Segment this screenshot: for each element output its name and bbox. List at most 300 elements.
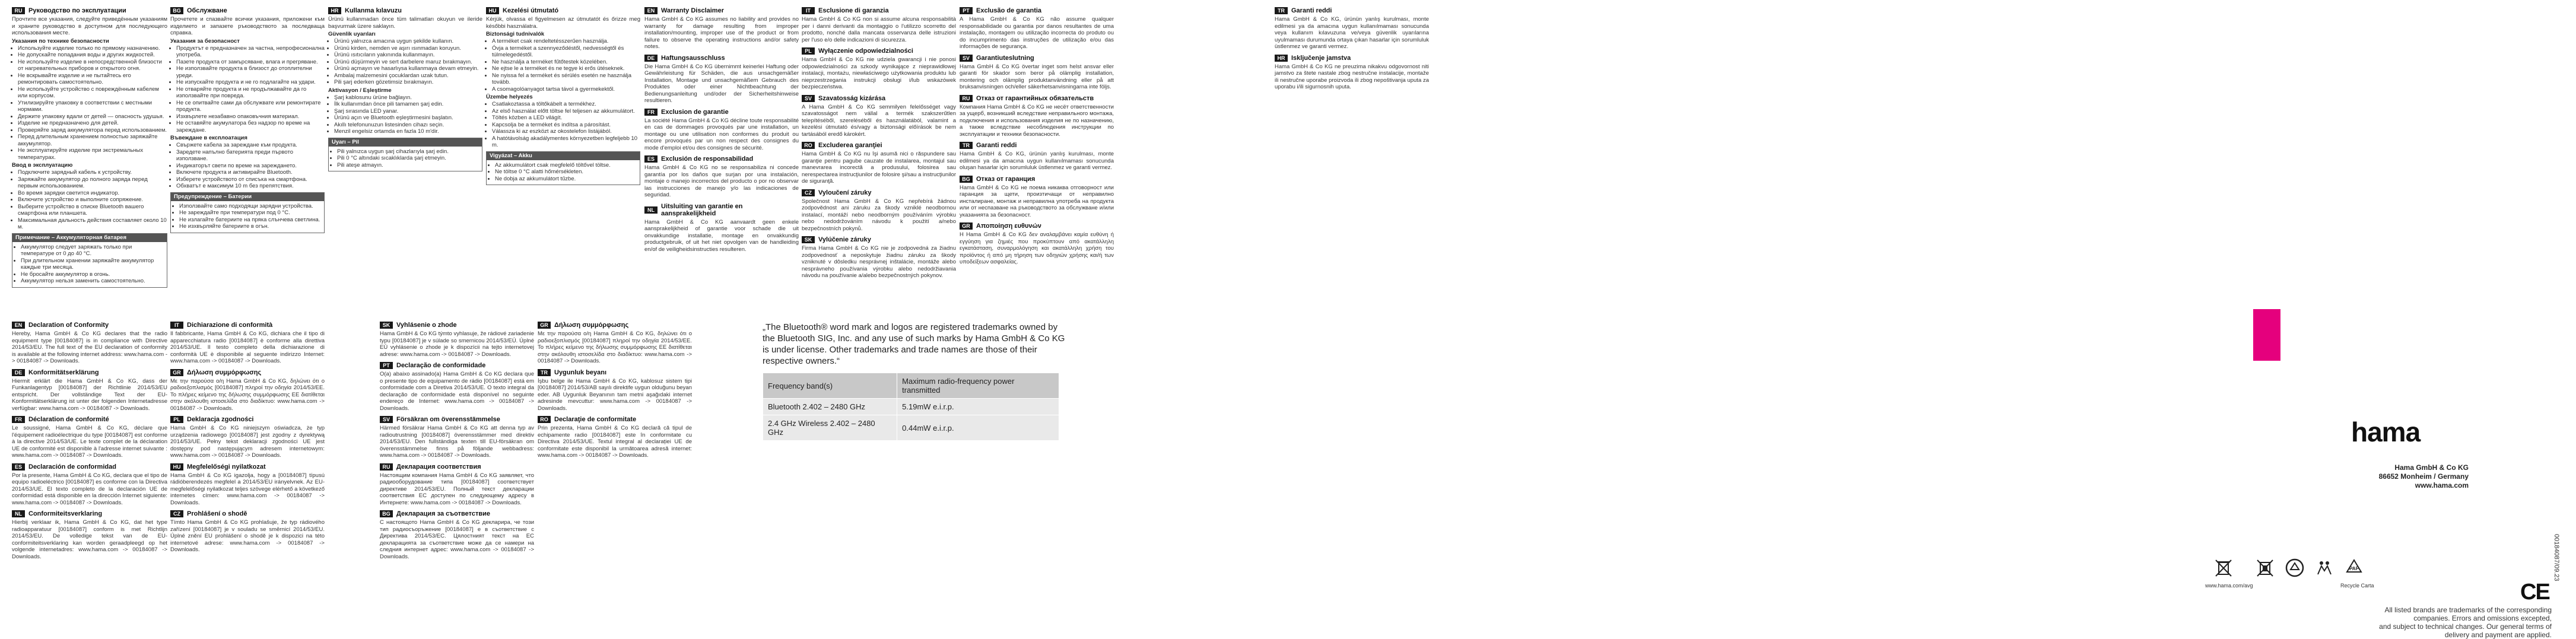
section-title: Wyłączenie odpowiedzialności — [818, 47, 913, 55]
section-title: Uygunluk beyanı — [554, 368, 607, 376]
bullet-list — [170, 142, 325, 190]
language-badge: BG — [170, 7, 183, 14]
list-item: • Ambalaj malzemesini çocuklardan uzak tutun. — [334, 72, 482, 80]
triman-icon — [2314, 558, 2334, 578]
section-header — [802, 47, 956, 55]
list-item: • Pili yalnızca uygun şarj cihazlarıyla şarj edin. — [337, 148, 479, 155]
language-section — [802, 142, 956, 185]
section-header — [12, 510, 167, 517]
list-item: • Не допускайте попадания воды и других жидкостей. — [18, 52, 167, 59]
section-header — [1275, 7, 1429, 14]
language-section — [170, 416, 325, 459]
list-item: • Не зареждайте при температури под 0 °C. — [179, 209, 322, 217]
section-title: Isključenje jamstva — [1291, 54, 1351, 62]
section-paragraph: Tímto Hama GmbH & Co KG prohlašuje, že typ rádiového zařízení [00184087] je v souladu se směrnicí 2014/53/EU. Úplné znění EU prohlášení o shodě je k dispozici na této internetové adrese: www.hama.com -> 00184087 -> Downloads. — [170, 519, 325, 553]
battery-bin-icon — [2255, 558, 2275, 578]
language-badge: GR — [960, 222, 973, 230]
section-paragraph: Hama GmbH & Co KG non si assume alcuna responsabilità per i danni derivanti da montaggio o l'utilizzo scorretto del prodotto, nonché dalla mancata osservanza delle istruzioni per l'uso e/o delle indicazioni di sicurezza. — [802, 16, 956, 43]
section-title: Haftungsausschluss — [661, 54, 725, 62]
ce-mark: CE — [2520, 580, 2549, 605]
language-badge: PL — [170, 416, 183, 423]
section-title: Δήλωση συμμόρφωσης — [554, 322, 629, 329]
list-item: • Заредете напълно батерията преди първото използване. — [176, 149, 325, 163]
bullet-list — [486, 38, 640, 93]
section-title: Szavatosság kizárása — [818, 94, 886, 102]
list-item: • Не оставяйте акумулатора без надзор по време на зареждане. — [176, 120, 325, 133]
footer-notice — [2374, 606, 2552, 639]
section-paragraph: A Hama GmbH & Co KG semmilyen felelősséget vagy szavatosságot nem vállal a termék szakszerűtlen telepítéséből, szereléséből és használatából, valamint a kezelési útmutató és/vagy a biztonsági előírások be nem tartásából eredő károkért. — [802, 103, 956, 138]
section-paragraph: Společnost Hama GmbH & Co KG nepřebírá žádnou zodpovědnost ani záruku za škody vzniklé neodbornou instalací, montáží nebo neodborným používáním výrobku nebo nedodržováním návodu k použití a/nebo bezpečnostních pokynů. — [802, 198, 956, 232]
bullet-list — [170, 45, 325, 134]
symbol-caption: Recycle Carta — [2340, 583, 2374, 589]
list-item: • Ürünü yalnızca amacına uygun şekilde kullanın. — [334, 38, 482, 45]
section-header — [170, 7, 325, 14]
language-section — [12, 369, 167, 412]
language-section — [380, 362, 534, 412]
language-section — [12, 510, 167, 560]
section-header — [960, 7, 1114, 14]
section-title: Megfelelőségi nyilatkozat — [187, 463, 266, 470]
table-row — [763, 399, 1059, 415]
section-title: Обслужване — [187, 7, 227, 14]
section-title: Αποποίηση ευθυνών — [976, 222, 1041, 230]
section-header — [380, 510, 534, 517]
list-item: • Не отваряйте продукта и не продължавайте да го използвайте при повреда. — [176, 86, 325, 100]
subsection-title: Güvenlik uyarıları — [328, 31, 376, 37]
footer-line: and subject to technical changes. Our general terms of delivery and payment are applied. — [2379, 622, 2552, 639]
language-section — [802, 7, 956, 43]
text-column — [170, 7, 325, 238]
list-item: • При длительном хранении заряжайте аккумулятор каждые три месяца. — [21, 257, 164, 271]
language-section — [380, 463, 534, 507]
language-section — [170, 322, 325, 365]
language-section — [170, 369, 325, 412]
section-paragraph: Hama GmbH & Co KG övertar inget som helst ansvar eller garanti för skador som beror på olämplig installation, montering och olämplig produktanvändning eller på att bruksanvisningen och/eller säkerhetsanvisningarna inte följs. — [960, 63, 1114, 90]
section-paragraph: Прочтите все указания, следуйте приведённым указаниям и храните руководство в доступном для последующего использования месте. — [12, 16, 167, 36]
section-title: Esclusione di garanzia — [818, 7, 889, 14]
language-badge: TR — [538, 369, 551, 376]
hama-logo: hama — [2351, 417, 2421, 447]
language-badge: FR — [644, 109, 658, 116]
section-header — [960, 55, 1114, 62]
language-badge: DE — [12, 369, 25, 376]
language-badge: GR — [170, 369, 183, 376]
section-title: Отказ от гарантийных обязательств — [976, 94, 1094, 102]
subsection-title: Ввод в эксплуатацию — [12, 162, 73, 169]
section-paragraph: Hama GmbH & Co KG, ürünün yanlış kurulması, monte edilmesi ya da amacına uygun kullanılmaması sonucunda oluşan hasarlar için sorumluluk üstlenmez ve garanti vermez. — [960, 151, 1114, 171]
paper-recycle-icon — [2344, 558, 2364, 578]
section-title: Declaration of Conformity — [28, 322, 109, 329]
language-badge: SK — [380, 322, 393, 329]
language-badge: ES — [12, 463, 25, 470]
bullet-list — [329, 147, 482, 171]
section-title: Kullanma kılavuzu — [345, 7, 402, 14]
language-section — [802, 47, 956, 91]
bullet-list — [171, 201, 324, 233]
section-paragraph: Hama GmbH & Co KG niniejszym oświadcza, że typ urządzenia radiowego [00184087] jest zgodny z dyrektywą 2014/53/UE. Pełny tekst deklaracji zgodności UE jest dostępny pod następującym adresem internetowym: www.hama.com -> 00184087 -> Downloads. — [170, 425, 325, 459]
section-title: Δήλωση συμμόρφωσης — [187, 368, 262, 376]
table-header: Maximum radio-frequency power transmitted — [897, 373, 1059, 399]
text-column — [644, 7, 799, 257]
list-item: • Включете продукта и активирайте Bluetooth. — [176, 169, 325, 176]
bullet-list — [328, 94, 482, 135]
section-paragraph: Настоящим компания Hama GmbH & Co KG заявляет, что радиооборудование типа [00184087] соответствует директиве 2014/53/EU. Полный текст декларации соответствия ЕС доступен по следующему адресу в Интернете: www.hama.com -> 00184087 -> Downloads. — [380, 472, 534, 506]
language-badge: RU — [12, 7, 25, 14]
section-title: Vyloučení záruky — [818, 189, 872, 196]
address-line: 86652 Monheim / Germany — [2378, 472, 2469, 481]
company-address — [2314, 463, 2469, 490]
list-item: • A hatótávolság akadálymentes környezetben legfeljebb 10 m. — [492, 135, 640, 149]
section-title: Garanti reddi — [976, 142, 1017, 149]
section-header — [380, 416, 534, 423]
list-item: • Не эксплуатируйте изделие при экстремальных температурах. — [18, 147, 167, 161]
list-item: • Изхвърлете незабавно опаковъчния материал. — [176, 113, 325, 120]
symbol-caption: www.hama.com/avg — [2205, 583, 2253, 589]
language-badge: SK — [802, 236, 815, 243]
section-header — [380, 463, 534, 470]
language-badge: BG — [960, 176, 973, 183]
section-title: Konformitätserklärung — [28, 368, 99, 376]
section-title: Exclusión de responsabilidad — [661, 155, 754, 163]
language-section — [170, 510, 325, 554]
list-item: • Перед длительным хранением полностью заряжайте аккумулятор. — [18, 133, 167, 147]
list-item: • Проверяйте заряд аккумулятора перед использованием. — [18, 127, 167, 134]
section-title: Declaraţie de conformitate — [554, 416, 637, 423]
section-header — [12, 7, 167, 14]
language-section — [538, 369, 692, 412]
note-title: Vigyázat – Akku — [487, 152, 640, 160]
list-item: • Pili şarj ederken gözetimsiz bırakmayın. — [334, 79, 482, 86]
list-item: • Подключите зарядный кабель к устройству. — [18, 169, 167, 176]
address-line: www.hama.com — [2415, 481, 2469, 489]
subsection-title: Aktivasyon / Eşleştirme — [328, 87, 392, 94]
list-item: • Akıllı telefonunuzun listesinden cihazı seçin. — [334, 122, 482, 129]
language-section — [380, 510, 534, 560]
note-title: Примечание – Аккумуляторная батарея — [12, 234, 167, 242]
language-section — [380, 322, 534, 358]
language-section — [1275, 7, 1429, 50]
language-section — [644, 155, 799, 199]
list-item: • Az akkumulátort csak megfelelő töltővel töltse. — [495, 162, 637, 169]
section-title: Declaración de conformidad — [28, 463, 116, 470]
section-paragraph: Hama GmbH & Co KG igazolja, hogy a [00184087] típusú rádióberendezés megfelel a 2014/53/EU irányelvnek. Az EU-megfelelőségi nyilatkozat teljes szövege elérhető a következő internetes címen: www.hama.com -> 00184087 -> Downloads. — [170, 472, 325, 506]
text-column — [328, 7, 482, 176]
language-badge: IT — [802, 7, 815, 14]
table-cell: 0.44mW e.i.r.p. — [897, 415, 1059, 441]
section-paragraph: İşbu belge ile Hama GmbH & Co KG, kablosuz sistem tipi [00184087] 2014/53/AB sayılı direktife uygun olduğunu beyan eder. AB Uygunluk Beyanının tam metni aşağıdaki internet adresinde mevcuttur: www.hama.com -> 00184087 -> Downloads. — [538, 377, 692, 412]
language-section — [486, 7, 640, 185]
section-paragraph: Hama GmbH & Co KG не поема никаква отговорност или гаранция за щети, произтичащи от неправилно инсталиране, монтаж и неправилна употреба на продукта или от неспазване на ръководството за обслужване и/или указанията за безопасност. — [960, 184, 1114, 218]
language-badge: RO — [538, 416, 551, 423]
section-paragraph: Η Hama GmbH & Co KG δεν αναλαμβάνει καμία ευθύνη ή εγγύηση για ζημιές που προκύπτουν από ακατάλληλη εγκατάσταση, συναρμολόγηση και ακατάλληλη χρήση του προϊόντος ή από μη τήρηση των οδηγιών χρήσης και/ή των υποδείξεων ασφαλείας. — [960, 231, 1114, 265]
text-column — [12, 322, 167, 564]
language-section — [1275, 55, 1429, 91]
section-title: Deklaracja zgodności — [187, 416, 254, 423]
section-paragraph: Hierbij verklaar ik, Hama GmbH & Co KG, dat het type radioapparatuur [00184087] conform is met Richtlijn 2014/53/EU. De volledige tekst van de EU-conformiteitsverklaring kan worden geraadpleegd op het volgende internetadres: www.hama.com -> 00184087 -> Downloads. — [12, 519, 167, 560]
section-title: Руководство по эксплуатации — [28, 7, 126, 14]
list-item: • A csomagolóanyagot tartsa távol a gyermekektől. — [492, 86, 640, 93]
list-item: • Продуктът е предназначен за частна, непрофесионална употреба. — [176, 45, 325, 59]
section-paragraph: O(a) abaixo assinado(a) Hama GmbH & Co KG declara que o presente tipo de equipamento de rádio [00184087] está em conformidade com a Diretiva 2014/53/UE. O texto integral da declaração de conformidade está disponível no seguinte endereço de Internet: www.hama.com -> 00184087 -> Downloads. — [380, 371, 534, 412]
section-title: Garanti reddi — [1291, 7, 1332, 14]
subsection-title: Въвеждане в експлоатация — [170, 135, 247, 141]
section-title: Försäkran om överensstämmelse — [396, 416, 500, 423]
list-item: • Ne töltse 0 °C alatti hőmérsékleten. — [495, 169, 637, 176]
language-badge: CZ — [802, 189, 815, 196]
section-paragraph: La société Hama GmbH & Co KG décline toute responsabilité en cas de dommages provoqués par une installation, un montage ou une utilisation non conformes du produit ou encore provoqués par un non respect des consignes du mode d'emploi et/ou des consignes de sécurité. — [644, 117, 799, 151]
text-column — [12, 7, 167, 293]
language-badge: EN — [12, 322, 25, 329]
language-badge: NL — [644, 206, 658, 214]
section-paragraph: Le soussigné, Hama GmbH & Co KG, déclare que l'équipement radioélectrique du type [00184087] est conforme à la directive 2014/53/UE. Le texte complet de la déclaration UE de conformité est disponible à l'adresse internet suivante : www.hama.com -> 00184087 -> Downloads. — [12, 425, 167, 459]
text-column — [960, 7, 1114, 270]
language-section — [960, 176, 1114, 219]
section-paragraph: Hama GmbH & Co KG no se responsabiliza ni concede garantía por los daños que surjan por una instalación, montaje o manejo incorrectos del producto o por no observar las instrucciones de manejo y/o las indicaciones de seguridad. — [644, 164, 799, 198]
list-item: • Не вскрывайте изделие и не пытайтесь его ремонтировать самостоятельно. — [18, 72, 167, 86]
section-title: Déclaration de conformité — [28, 416, 109, 423]
list-item: • Şarj sırasında LED yanar. — [334, 108, 482, 115]
text-column — [380, 322, 534, 564]
list-item: • Индикаторът свети по време на зареждането. — [176, 163, 325, 170]
section-header — [380, 322, 534, 329]
list-item: • Ne ejtse le a terméket és ne tegye ki erős ütéseknek. — [492, 65, 640, 72]
list-item: • Во время зарядки светится индикатор. — [18, 190, 167, 197]
language-badge: BG — [380, 510, 393, 517]
language-section — [328, 7, 482, 171]
list-item: • Не используйте устройство с повреждённым кабелем или корпусом. — [18, 86, 167, 100]
list-item: • Аккумулятор следует заряжать только при температуре от 0 до 40 °C. — [21, 244, 164, 257]
section-paragraph: Hiermit erklärt die Hama GmbH & Co KG, dass der Funkanlagentyp [00184087] der Richtlinie 2014/53/EU entspricht. Der vollständige Text der EU-Konformitätserklärung ist unter der folgenden Internetadresse verfügbar: www.hama.com -> 00184087 -> Downloads. — [12, 377, 167, 412]
list-item: • Изделие не предназначено для детей. — [18, 120, 167, 127]
section-title: Kezelési útmutató — [503, 7, 559, 14]
text-column — [486, 7, 640, 190]
list-item: • Утилизируйте упаковку в соответствии с местными нормами. — [18, 100, 167, 113]
list-item: • Включите устройство и выполните сопряжение. — [18, 196, 167, 204]
section-header — [538, 322, 692, 329]
note-box — [486, 151, 640, 186]
section-header — [170, 369, 325, 376]
list-item: • Menzil engelsiz ortamda en fazla 10 m'dir. — [334, 128, 482, 135]
note-box — [170, 192, 325, 233]
text-column — [802, 7, 956, 284]
language-badge: GR — [538, 322, 551, 329]
section-paragraph: Hama GmbH & Co KG aanvaardt geen enkele aansprakelijkheid of garantie voor schade die uit onvakkundige installatie, montage en onvakkundig productgebruik, of uit het niet opvolgen van de handleiding en/of de veiligheidsinstructies resulteren. — [644, 218, 799, 253]
language-section — [12, 322, 167, 365]
table-cell: Bluetooth 2.402 – 2480 GHz — [763, 399, 897, 415]
language-badge: EN — [644, 7, 658, 14]
language-section — [538, 322, 692, 365]
note-box — [328, 138, 482, 172]
table-row — [763, 415, 1059, 441]
section-paragraph: Por la presente, Hama GmbH & Co KG, declara que el tipo de equipo radioeléctrico [00184087] es conforme con la Directiva 2014/53/UE. El texto completo de la declaración UE de conformidad está disponible en la dirección Internet siguiente: www.hama.com -> 00184087 -> Downloads. — [12, 472, 167, 506]
section-paragraph: Ürünü kullanmadan önce tüm talimatları okuyun ve ileride başvurmak üzere saklayın. — [328, 16, 482, 30]
list-item: • Изберете устройството от списъка на смартфона. — [176, 176, 325, 183]
language-badge: SV — [960, 55, 973, 62]
list-item: • Заряжайте аккумулятор до полного заряда перед первым использованием. — [18, 176, 167, 190]
section-header — [802, 7, 956, 14]
section-header — [960, 95, 1114, 102]
language-section — [170, 463, 325, 507]
subsection-title: Указания за безопасност — [170, 37, 240, 44]
section-header — [644, 203, 799, 217]
language-badge: RU — [960, 95, 973, 102]
list-item: • Pili ateşe atmayın. — [337, 162, 479, 169]
list-item: • Csatlakoztassa a töltőkábelt a termékhez. — [492, 101, 640, 108]
weee-bin-icon — [2213, 558, 2234, 578]
language-section — [12, 416, 167, 459]
section-header — [960, 142, 1114, 149]
address-line: Hama GmbH & Co KG — [2394, 463, 2469, 472]
trademark-text: „The Bluetooth® word mark and logos are registered trademarks owned by the Bluetooth SIG, Inc. and any use of such marks by Hama GmbH & Co KG is under license. Other trademarks and trade names are those of their respective owners.“ — [763, 322, 1065, 366]
language-badge: SV — [380, 416, 393, 423]
section-header — [12, 416, 167, 423]
language-badge: CZ — [170, 510, 183, 517]
language-section — [644, 203, 799, 253]
section-header — [1275, 55, 1429, 62]
list-item: • Az első használat előtt töltse fel teljesen az akkumulátort. — [492, 108, 640, 115]
section-title: Prohlášení o shodě — [187, 510, 247, 517]
section-paragraph: Hama GmbH & Co KG týmto vyhlasuje, že rádiové zariadenie typu [00184087] je v súlade so smernicou 2014/53/EÚ. Úplné EÚ vyhlásenie o zhode je k dispozícii na tejto internetovej adrese: www.hama.com -> 00184087 -> Downloads. — [380, 330, 534, 358]
language-section — [960, 95, 1114, 138]
section-header — [960, 176, 1114, 183]
language-badge: ES — [644, 155, 658, 163]
bullet-list — [486, 101, 640, 149]
list-item: • Используйте изделие только по прямому назначению. — [18, 45, 167, 52]
language-badge: PT — [380, 362, 393, 369]
list-item: • Pili 0 °C altındaki sıcaklıklarda şarj etmeyin. — [337, 155, 479, 162]
section-header — [170, 463, 325, 470]
text-column — [538, 322, 692, 463]
list-item: • Аккумулятор нельзя заменить самостоятельно. — [21, 278, 164, 285]
language-badge: PT — [960, 7, 973, 14]
section-header — [802, 142, 956, 149]
language-badge: SV — [802, 95, 815, 102]
section-header — [170, 322, 325, 329]
language-badge: DE — [644, 55, 658, 62]
section-header — [644, 7, 799, 14]
list-item: • Не използвайте продукта в близост до отоплителни уреди. — [176, 65, 325, 79]
section-title: Uitsluiting van garantie en aansprakelijkheid — [661, 202, 743, 217]
section-paragraph: Hama GmbH & Co KG assumes no liability and provides no warranty for damage resulting from improper installation/mounting, improper use of the product or from failure to observe the operating instructions and/or safety notes. — [644, 16, 799, 50]
section-paragraph: Die Hama GmbH & Co KG übernimmt keinerlei Haftung oder Gewährleistung für Schäden, die aus unsachgemäßer Installation, Montage und unsachgemäßem Gebrauch des Produktes oder einer Nichtbeachtung der Bedienungsanleitung und/oder der Sicherheitshinweise resultieren. — [644, 63, 799, 104]
list-item: • İlk kullanımdan önce pili tamamen şarj edin. — [334, 101, 482, 108]
list-item: • Ne dobja az akkumulátort tűzbe. — [495, 176, 637, 183]
section-header — [170, 416, 325, 423]
trademark-block — [763, 322, 1071, 441]
list-item: • A terméket csak rendeltetésszerűen használja. — [492, 38, 640, 45]
section-title: Garantiuteslutning — [976, 54, 1034, 62]
list-item: • Óvja a terméket a szennyeződéstől, nedvességtől és túlmelegedéstől. — [492, 45, 640, 59]
list-item: • Максимальная дальность действия составляет около 10 м. — [18, 217, 167, 231]
section-header — [802, 236, 956, 243]
section-title: Vyhlásenie o zhode — [396, 322, 457, 329]
language-badge: TR — [1275, 7, 1288, 14]
section-paragraph: Firma Hama GmbH & Co KG nie je zodpovedná za žiadnu zodpovednosť a neposkytuje žiadnu záruku za škody vzniknuté v dôsledku nesprávnej inštalácie, montáže alebo nesprávneho používania výrobku alebo nedodržiavania návodu na používanie a/alebo bezpečnostných pokynov. — [802, 245, 956, 279]
language-badge: NL — [12, 510, 25, 517]
section-title: Excluderea garanţiei — [818, 142, 882, 149]
section-title: Отказ от гаранция — [976, 175, 1036, 183]
list-item: • Свържете кабела за зареждане към продукта. — [176, 142, 325, 149]
section-header — [12, 322, 167, 329]
list-item: • Обхватът е максимум 10 m без препятствия. — [176, 183, 325, 190]
section-paragraph: Hereby, Hama GmbH & Co KG declares that the radio equipment type [00184087] is in compliance with Directive 2014/53/EU. The full text of the EU declaration of conformity is available at the following internet address: www.hama.com -> 00184087 -> Downloads. — [12, 330, 167, 364]
section-title: Exclusão de garantia — [976, 7, 1042, 14]
document-code: 00184087/09.23 — [2553, 534, 2560, 581]
list-item: • Ürünü düşürmeyin ve sert darbelere maruz bırakmayın. — [334, 59, 482, 66]
list-item: • Выберите устройство в списке Bluetooth вашего смартфона или планшета. — [18, 204, 167, 217]
section-header — [170, 510, 325, 517]
section-paragraph: Il fabbricante, Hama GmbH & Co KG, dichiara che il tipo di apparecchiatura radio [00184087] è conforme alla direttiva 2014/53/UE. Il testo completo della dichiarazione di conformità UE è disponibile al seguente indirizzo Internet: www.hama.com -> 00184087 -> Downloads. — [170, 330, 325, 364]
list-item: • Держите упаковку вдали от детей — опасность удушья. — [18, 113, 167, 120]
section-paragraph: Hama GmbH & Co KG nu îşi asumă nici o răspundere sau garanţie pentru pagube cauzate de instalarea, montajul sau manevrarea incorectă a produsului, folosirea sau nerespectarea instrucţiunilor de folosire şi/sau a instrucţiunilor de siguranţă. — [802, 151, 956, 185]
section-paragraph: Hama GmbH & Co KG ne preuzima nikakvu odgovornost niti jamstvo za štete nastale zbog nestručne instalacije, montaže ili nestručne uporabe proizvoda ili zbog nepoštivanja uputa za uporabu i/ili sigurnosnih uputa. — [1275, 63, 1429, 90]
note-title: Предупреждение – Батерии — [171, 193, 324, 201]
list-item: • Válassza ki az eszközt az okostelefon listájából. — [492, 128, 640, 135]
language-badge: FR — [12, 416, 25, 423]
section-paragraph: Компания Hama GmbH & Co KG не несёт ответственности за ущерб, возникший вследствие неправильного монтажа, подключения и использования изделия не по назначению, а также вследствие несоблюдения инструкции по эксплуатации и техники безопасности. — [960, 103, 1114, 138]
language-badge: IT — [170, 322, 183, 329]
section-paragraph: Hama GmbH & Co KG nie udziela gwarancji i nie ponosi odpowiedzialności za szkody wynikające z nieprawidłowej instalacji, montażu, niewłaściwego użytkowania produktu lub nieprzestrzegania instrukcji obsługi i/lub wskazówek bezpieczeństwa. — [802, 56, 956, 90]
section-paragraph: Με την παρούσα ο/η Hama GmbH & Co KG, δηλώνει ότι ο ραδιοεξοπλισμός [00184087] πληροί την οδηγία 2014/53/ΕΕ. Το πλήρες κείμενο της δήλωσης συμμόρφωσης ΕΕ διατίθεται στην ακόλουθη ιστοσελίδα στο διαδίκτυο: www.hama.com -> 00184087 -> Downloads. — [170, 377, 325, 412]
footer-line: All listed brands are trademarks of the corresponding companies. Errors and omissions excepted, — [2384, 606, 2552, 622]
language-badge: HR — [328, 7, 341, 14]
section-paragraph: Με την παρούσα ο/η Hama GmbH & Co KG, δηλώνει ότι ο ραδιοεξοπλισμός [00184087] πληροί την οδηγία 2014/53/ΕΕ. Το πλήρες κείμενο της δήλωσης συμμόρφωσης ΕΕ διατίθεται στην ακόλουθη ιστοσελίδα στο διαδίκτυο: www.hama.com -> 00184087 -> Downloads. — [538, 330, 692, 364]
text-column — [1275, 7, 1429, 95]
section-title: Dichiarazione di conformità — [187, 322, 273, 329]
language-section — [380, 416, 534, 459]
language-section — [644, 55, 799, 104]
section-title: Conformiteitsverklaring — [28, 510, 103, 517]
list-item: • Пазете продукта от замърсяване, влага и прегряване. — [176, 59, 325, 66]
table-cell: 2.4 GHz Wireless 2.402 – 2480 GHz — [763, 415, 897, 441]
subsection-title: Üzembe helyezés — [486, 94, 533, 100]
section-header — [802, 95, 956, 102]
language-section — [960, 55, 1114, 91]
section-header — [960, 222, 1114, 230]
list-item: • Използвайте само подходящи зарядни устройства. — [179, 203, 322, 210]
section-title: Warranty Disclaimer — [661, 7, 724, 14]
list-item: • Не используйте изделие в непосредственной близости от нагревательных приборов и открытого огня. — [18, 59, 167, 72]
list-item: • Töltés közben a LED világít. — [492, 115, 640, 122]
recycle-icon — [2285, 558, 2305, 578]
language-badge: HU — [170, 463, 183, 470]
section-paragraph: A Hama GmbH & Co KG não assume qualquer responsabilidade ou garantia por danos resultantes de uma instalação, montagem ou utilização incorrecta do produto ou do incumprimento das instruções de utilização e/ou das informações de segurança. — [960, 16, 1114, 50]
bullet-list — [328, 38, 482, 86]
list-item: • Не се опитвайте сами да обслужвате или ремонтирате продукта. — [176, 100, 325, 113]
section-paragraph: Hama GmbH & Co KG, ürünün yanlış kurulması, monte edilmesi ya da amacına uygun kullanılmaması sonucunda veya kullanım kılavuzuna ve/veya güvenlik uyarılarına uyulmaması durumunda ortaya çıkan hasarlar için sorumluluk üstlenmez ve garanti vermez. — [1275, 16, 1429, 50]
list-item: • Ürünü açmayın ve hasarlıysa kullanmaya devam etmeyin. — [334, 65, 482, 72]
bullet-list — [12, 169, 167, 231]
language-badge: PL — [802, 47, 815, 55]
section-title: Exclusion de garantie — [661, 108, 729, 116]
language-badge: HU — [486, 7, 499, 14]
list-item: • Не бросайте аккумулятор в огонь. — [21, 271, 164, 278]
section-header — [328, 7, 482, 14]
section-title: Декларация соответствия — [396, 463, 481, 470]
list-item: • Не излагайте батериите на пряка слънчева светлина. — [179, 217, 322, 224]
list-item: • Ürünü ısıtıcıların yakınında kullanmayın. — [334, 52, 482, 59]
section-paragraph: С настоящото Hama GmbH & Co KG декларира, че този тип радиосъоръжение [00184087] е в съответствие с Директива 2014/53/ЕС. Цялостният текст на ЕС декларацията за съответствие може да се намери на следния интернет адрес: www.hama.com -> 00184087 -> Downloads. — [380, 519, 534, 560]
language-section — [170, 7, 325, 233]
section-header — [644, 155, 799, 163]
language-section — [960, 222, 1114, 266]
brand-color-bar — [2253, 309, 2280, 361]
list-item: • Ne használja a terméket fűtőtestek közelében. — [492, 59, 640, 66]
language-badge: HR — [1275, 55, 1288, 62]
list-item: • Şarj kablosunu ürüne bağlayın. — [334, 94, 482, 101]
section-paragraph: Prin prezenta, Hama GmbH & Co KG declară că tipul de echipamente radio [00184087] este în conformitate cu Directiva 2014/53/UE. Textul integral al declarației UE de conformitate este disponibil la următoarea adresă internet: www.hama.com -> 00184087 -> Downloads. — [538, 425, 692, 459]
note-title: Uyarı – Pil — [329, 138, 482, 147]
